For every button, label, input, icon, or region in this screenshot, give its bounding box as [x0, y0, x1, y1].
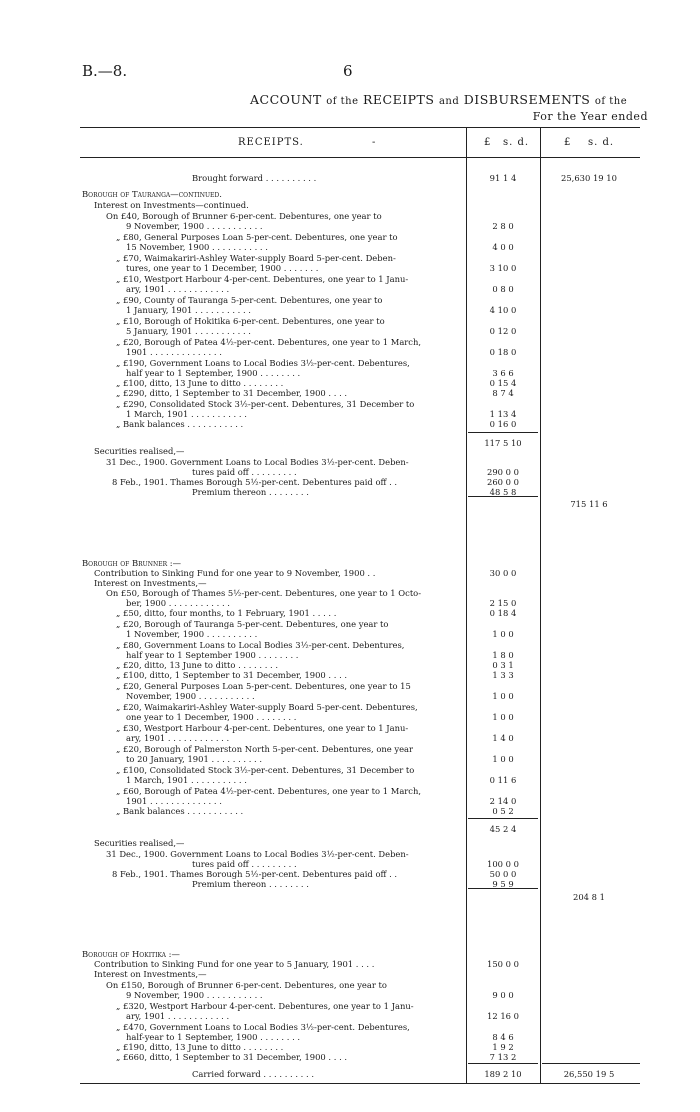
table-row — [82, 823, 700, 835]
total-rule — [542, 1063, 640, 1064]
row-description: Carried forward . . . . . . . . . . — [192, 1069, 314, 1079]
table-top-rule — [80, 127, 640, 128]
row-description: „ £60, Borough of Patea 4½-per-cent. Debentures, one year to 1 March, — [116, 786, 422, 796]
row-amount: 1 0 0 — [492, 691, 514, 701]
row-description: to 20 January, 1901 . . . . . . . . . . — [126, 754, 263, 764]
row-description: „ £10, Borough of Hokitika 6-per-cent. Debentures, one year to — [116, 316, 385, 326]
row-description: ary, 1901 . . . . . . . . . . . . — [126, 733, 230, 743]
row-description: Borough of Tauranga—continued. — [82, 189, 222, 199]
row-description: On £50, Borough of Thames 5½-per-cent. Debentures, one year to 1 Octo- — [106, 588, 422, 598]
row-description: „ £190, ditto, 13 June to ditto . . . . . . . . — [116, 1042, 284, 1052]
title-word: DISBURSEMENTS — [463, 92, 591, 107]
table-row — [82, 891, 700, 903]
row-amount: 0 15 4 — [489, 378, 517, 388]
row-description: On £150, Borough of Brunner 6-per-cent. Debentures, one year to — [106, 980, 387, 990]
row-amount: 30 0 0 — [489, 568, 517, 578]
row-description: „ £100, ditto, 13 June to ditto . . . . . . . . — [116, 378, 284, 388]
subtotal-rule — [468, 432, 538, 433]
row-description: ary, 1901 . . . . . . . . . . . . — [126, 1011, 230, 1021]
row-description: November, 1900 . . . . . . . . . . . — [126, 691, 255, 701]
row-description: Borough of Brunner :— — [82, 558, 181, 568]
title-word: of the — [326, 96, 359, 107]
row-description: half year to 1 September, 1900 . . . . . . . . — [126, 368, 301, 378]
row-description: Premium thereon . . . . . . . . — [192, 879, 309, 889]
row-description: 1 January, 1901 . . . . . . . . . . . — [126, 305, 251, 315]
row-amount: 3 6 6 — [492, 368, 514, 378]
row-description: tures paid off . . . . . . . . . — [192, 859, 297, 869]
row-description: half year to 1 September 1900 . . . . . . . . — [126, 650, 299, 660]
row-amount: 0 18 0 — [489, 347, 517, 357]
row-description: 31 Dec., 1900. Government Loans to Local Bodies 3½-per-cent. Deben- — [106, 849, 409, 859]
row-description: Premium thereon . . . . . . . . — [192, 487, 309, 497]
row-description: „ £20, Borough of Tauranga 5-per-cent. Debentures, one year to — [116, 619, 389, 629]
row-amount: 91 1 4 — [489, 173, 517, 183]
row-amount: 117 5 10 — [484, 438, 522, 448]
table-row — [82, 498, 700, 510]
row-amount: 2 8 0 — [492, 221, 514, 231]
row-description: „ £470, Government Loans to Local Bodies 3½-per-cent. Debentures, — [116, 1022, 410, 1032]
table-row — [82, 418, 700, 430]
row-description: „ £660, ditto, 1 September to 31 December, 1900 . . . . — [116, 1052, 348, 1062]
row-description: 15 November, 1900 . . . . . . . . . . . — [126, 242, 268, 252]
row-description: „ £70, Waimakariri-Ashley Water-supply Board 5-per-cent. Deben- — [116, 253, 396, 263]
row-description: Contribution to Sinking Fund for one year to 5 January, 1901 . . . . — [94, 959, 375, 969]
row-amount: 8 7 4 — [492, 388, 514, 398]
page-number: 6 — [343, 62, 353, 80]
row-description: Contribution to Sinking Fund for one year to 9 November, 1900 . . — [94, 568, 376, 578]
table-row — [82, 172, 700, 184]
row-total: 204 8 1 — [573, 892, 605, 902]
row-amount: 0 11 6 — [489, 775, 517, 785]
heading-dash: - — [372, 137, 377, 148]
page-subtitle: For the Year ended — [532, 110, 648, 123]
row-amount: 1 0 0 — [492, 754, 514, 764]
row-description: „ £20, Borough of Palmerston North 5-per-cent. Debentures, one year — [116, 744, 414, 754]
row-description: one year to 1 December, 1900 . . . . . . . . — [126, 712, 297, 722]
row-description: Borough of Hokitika :— — [82, 949, 180, 959]
row-amount: 189 2 10 — [484, 1069, 522, 1079]
row-description: „ £20, General Purposes Loan 5-per-cent. Debentures, one year to 15 — [116, 681, 411, 691]
row-description: „ Bank balances . . . . . . . . . . . — [116, 806, 244, 816]
row-description: „ £80, Government Loans to Local Bodies 3½-per-cent. Debentures, — [116, 640, 405, 650]
row-amount: 1 4 0 — [492, 733, 514, 743]
table-row — [82, 805, 700, 817]
row-description: Interest on Investments,— — [94, 578, 207, 588]
row-amount: 0 16 0 — [489, 419, 517, 429]
row-description: 5 January, 1901 . . . . . . . . . . . — [126, 326, 251, 336]
row-description: 1 November, 1900 . . . . . . . . . . — [126, 629, 258, 639]
row-description: 1 March, 1901 . . . . . . . . . . . — [126, 409, 247, 419]
row-description: „ £100, Consolidated Stock 3½-per-cent. Debentures, 31 December to — [116, 765, 415, 775]
row-description: 8 Feb., 1901. Thames Borough 5½-per-cent. Debentures paid off . . — [112, 477, 398, 487]
pounds-heading: £ — [484, 137, 492, 148]
row-description: Interest on Investments,— — [94, 969, 207, 979]
row-description: „ £80, General Purposes Loan 5-per-cent. Debentures, one year to — [116, 232, 398, 242]
row-amount: 9 5 9 — [492, 879, 514, 889]
row-total: 26,550 19 5 — [563, 1069, 615, 1079]
row-amount: 9 0 0 — [492, 990, 514, 1000]
row-amount: 7 13 2 — [489, 1052, 517, 1062]
row-description: half-year to 1 September, 1900 . . . . . . . . — [126, 1032, 301, 1042]
row-description: „ £20, ditto, 13 June to ditto . . . . . . . . — [116, 660, 279, 670]
row-description: „ £50, ditto, four months, to 1 February, 1901 . . . . . — [116, 608, 337, 618]
row-description: „ £20, Waimakariri-Ashley Water-supply Board 5-per-cent. Debentures, — [116, 702, 418, 712]
row-amount: 0 18 4 — [489, 608, 517, 618]
row-description: „ £30, Westport Harbour 4-per-cent. Debentures, one year to 1 Janu- — [116, 723, 409, 733]
row-description: 31 Dec., 1900. Government Loans to Local Bodies 3½-per-cent. Deben- — [106, 457, 409, 467]
row-description: tures paid off . . . . . . . . . — [192, 467, 297, 477]
row-description: 1 March, 1901 . . . . . . . . . . . — [126, 775, 247, 785]
shillings-pence-heading: s. d. — [503, 137, 530, 148]
row-amount: 4 0 0 — [492, 242, 514, 252]
shillings-pence-heading-2: s. d. — [588, 137, 615, 148]
table-row — [82, 878, 700, 890]
row-amount: 45 2 4 — [489, 824, 517, 834]
row-description: 9 November, 1900 . . . . . . . . . . . — [126, 990, 263, 1000]
table-bottom-rule — [80, 1083, 640, 1084]
row-amount: 48 5 8 — [489, 487, 517, 497]
table-row — [82, 1051, 700, 1063]
row-amount: 1 3 3 — [492, 670, 514, 680]
title-word: ACCOUNT — [250, 92, 322, 107]
row-description: Interest on Investments—continued. — [94, 200, 249, 210]
pounds-heading-2: £ — [564, 137, 572, 148]
row-amount: 0 12 0 — [489, 326, 517, 336]
row-amount: 1 8 0 — [492, 650, 514, 660]
row-amount: 0 5 2 — [492, 806, 514, 816]
row-description: 9 November, 1900 . . . . . . . . . . . — [126, 221, 263, 231]
row-description: 8 Feb., 1901. Thames Borough 5½-per-cent. Debentures paid off . . — [112, 869, 398, 879]
row-amount: 4 10 0 — [489, 305, 517, 315]
row-amount: 0 8 0 — [492, 284, 514, 294]
row-amount: 1 0 0 — [492, 712, 514, 722]
title-word: and — [438, 96, 460, 107]
row-description: ber, 1900 . . . . . . . . . . . . — [126, 598, 230, 608]
row-amount: 150 0 0 — [487, 959, 519, 969]
row-amount: 1 0 0 — [492, 629, 514, 639]
row-description: „ £10, Westport Harbour 4-per-cent. Debentures, one year to 1 Janu- — [116, 274, 409, 284]
subtotal-rule — [468, 818, 538, 819]
row-amount: 1 9 2 — [492, 1042, 514, 1052]
row-description: Securities realised,— — [94, 838, 185, 848]
title-word: of the — [594, 96, 628, 107]
row-amount: 1 13 4 — [489, 409, 517, 419]
row-description: ary, 1901 . . . . . . . . . . . . — [126, 284, 230, 294]
row-amount: 50 0 0 — [489, 869, 517, 879]
row-description: tures, one year to 1 December, 1900 . . . . . . . — [126, 263, 319, 273]
table-head-rule — [80, 157, 640, 158]
row-description: 1901 . . . . . . . . . . . . . . — [126, 796, 222, 806]
total-rule — [468, 1063, 538, 1064]
row-total: 715 11 6 — [570, 499, 608, 509]
row-amount: 260 0 0 — [487, 477, 519, 487]
title-word: RECEIPTS — [362, 92, 435, 107]
row-amount: 8 4 6 — [492, 1032, 514, 1042]
row-description: „ £290, ditto, 1 September to 31 December, 1900 . . . . — [116, 388, 348, 398]
page-title — [250, 92, 627, 107]
row-description: „ £100, ditto, 1 September to 31 December, 1900 . . . . — [116, 670, 348, 680]
row-amount: 0 3 1 — [492, 660, 514, 670]
row-description: 1901 . . . . . . . . . . . . . . — [126, 347, 222, 357]
row-description: „ £190, Government Loans to Local Bodies 3½-per-cent. Debentures, — [116, 358, 410, 368]
row-description: „ £290, Consolidated Stock 3½-per-cent. Debentures, 31 December to — [116, 399, 415, 409]
row-amount: 2 14 0 — [489, 796, 517, 806]
row-description: „ £20, Borough of Patea 4½-per-cent. Debentures, one year to 1 March, — [116, 337, 422, 347]
row-description: Brought forward . . . . . . . . . . — [192, 173, 317, 183]
document-reference: B.—8. — [82, 62, 128, 80]
row-total: 25,630 19 10 — [561, 173, 617, 183]
table-row — [82, 1068, 700, 1080]
row-amount: 3 10 0 — [489, 263, 517, 273]
row-description: On £40, Borough of Brunner 6-per-cent. Debentures, one year to — [106, 211, 382, 221]
row-amount: 290 0 0 — [487, 467, 519, 477]
table-row — [82, 486, 700, 498]
row-description: Securities realised,— — [94, 446, 185, 456]
row-amount: 2 15 0 — [489, 598, 517, 608]
row-amount: 100 0 0 — [487, 859, 519, 869]
receipts-heading: RECEIPTS. — [238, 137, 304, 148]
row-amount: 12 16 0 — [487, 1011, 519, 1021]
row-description: „ Bank balances . . . . . . . . . . . — [116, 419, 244, 429]
row-description: „ £90, County of Tauranga 5-per-cent. Debentures, one year to — [116, 295, 383, 305]
row-description: „ £320, Westport Harbour 4-per-cent. Debentures, one year to 1 Janu- — [116, 1001, 414, 1011]
